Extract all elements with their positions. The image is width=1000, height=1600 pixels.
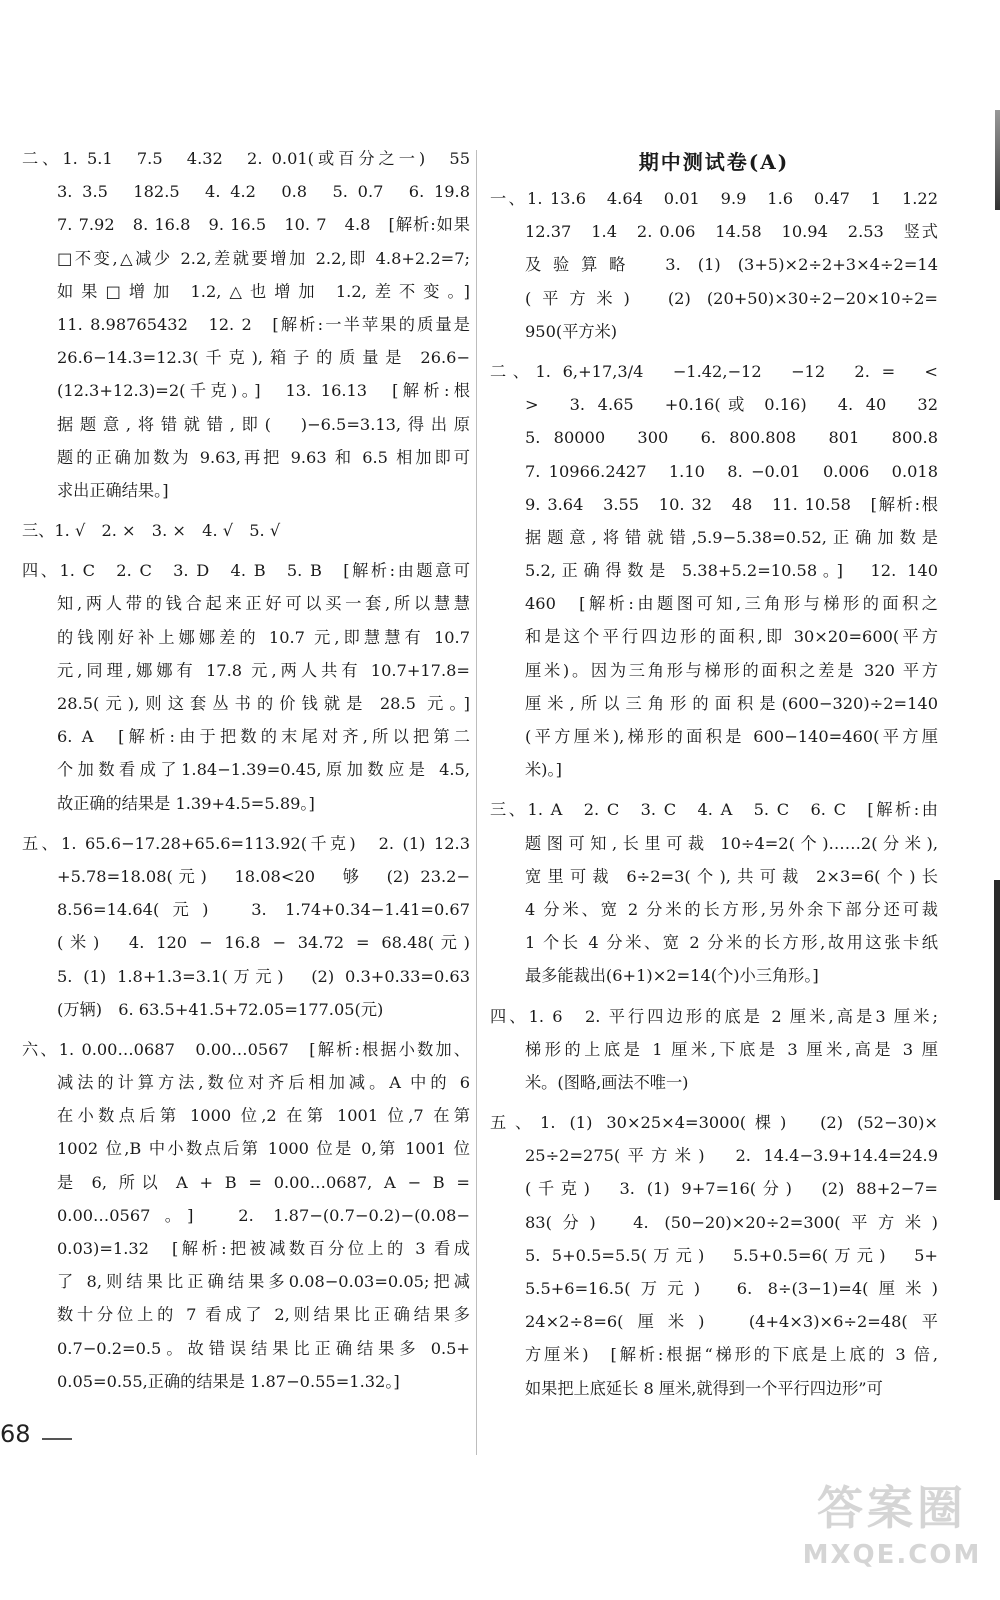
answer-line: 460 [解析:由题图可知,三角形与梯形的面积之 — [525, 594, 938, 614]
answer-line: (平方厘米),梯形的面积是 600−140=460(平方厘 — [525, 727, 938, 746]
answer-line: 25÷2=275(平方米) 2. 14.4−3.9+14.4=24.9 — [525, 1146, 938, 1166]
answer-line: 950(平方米) — [525, 321, 618, 341]
answer-line: 的钱刚好补上娜娜差的 10.7 元,即慧慧有 10.7 — [57, 627, 470, 647]
answer-line: 二、1. 5.1 7.5 4.32 2. 0.01(或百分之一) 55 — [22, 149, 470, 168]
answer-section-l-sec5 — [22, 827, 470, 1026]
answer-line: 三、1. √ 2. × 3. × 4. √ 5. √ — [22, 521, 281, 541]
answer-line: 及验算略 3. (1) (3+5)×2÷2+3×4÷2=14 — [525, 255, 938, 275]
watermark-logo — [792, 1478, 992, 1588]
answer-line: 7. 10966.2427 1.10 8. −0.01 0.006 0.018 — [525, 461, 938, 481]
answer-line: (平方米) (2) (20+50)×30÷2−20×10÷2= — [525, 288, 938, 308]
answer-section-l-sec6 — [22, 1033, 470, 1398]
answer-line: 方厘米) [解析:根据“梯形的下底是上底的 3 倍, — [525, 1345, 938, 1365]
answer-line: 五、1. (1) 30×25×4=3000(棵) (2) (52−30)× — [490, 1113, 938, 1133]
answer-line: 厘米,所以三角形的面积是(600−320)÷2=140 — [525, 693, 938, 713]
answer-line: 如果□增加 1.2,△也增加 1.2,差不变。] — [57, 281, 470, 301]
answer-line: 了 8,则结果比正确结果多0.08−0.03=0.05;把减 — [57, 1272, 470, 1292]
page-number: 68 — [0, 1420, 31, 1448]
column-divider — [476, 150, 477, 1455]
answer-line: 厘米)。因为三角形与梯形的面积之差是 320 平方 — [525, 660, 938, 680]
answer-section-l-sec3 — [22, 514, 470, 547]
answer-line: 是 6, 所以 A + B = 0.00…0687, A − B = — [57, 1172, 470, 1192]
answer-line: 元,同理,娜娜有 17.8 元,两人共有 10.7+17.8= — [57, 660, 470, 680]
answer-line: 1 个长 4 分米、宽 2 分米的长方形,故用这张卡纸 — [525, 933, 938, 953]
answer-line: 减法的计算方法,数位对齐后相加减。A 中的 6 — [57, 1073, 470, 1093]
answer-line: 题图可知,长里可裁 10÷4=2(个)……2(分米), — [525, 833, 938, 853]
answer-line: 一、1. 13.6 4.64 0.01 9.9 1.6 0.47 1 1.22 — [490, 189, 938, 208]
answer-line: 米。(图略,画法不唯一) — [525, 1072, 689, 1092]
answer-line: 26.6−14.3=12.3(千克),箱子的质量是 26.6− — [57, 348, 470, 368]
answer-line: 5.5+6=16.5(万元) 6. 8÷(3−1)=4(厘米) — [525, 1279, 938, 1298]
answer-line: 和是这个平行四边形的面积,即 30×20=600(平方 — [525, 627, 938, 647]
answer-line: □不变,△减少 2.2,差就要增加 2.2,即 4.8+2.2=7; — [57, 248, 470, 268]
answer-line: 五、1. 65.6−17.28+65.6=113.92(千克) 2. (1) 12.3 — [22, 833, 470, 853]
answer-line: 三、1. A 2. C 3. C 4. A 5. C 6. C [解析:由 — [490, 800, 938, 820]
answer-line: 如果把上底延长 8 厘米,就得到一个平行四边形”可 — [525, 1378, 883, 1398]
left-column — [22, 142, 470, 1405]
page-title: 期中测试卷(A) — [638, 150, 790, 174]
answer-line: 宽里可裁 6÷2=3(个),共可裁 2×3=6(个)长 — [525, 866, 938, 886]
answer-section-l-sec2 — [22, 142, 470, 507]
answer-line: (千克) 3. (1) 9+7=16(分) (2) 88+2−7= — [525, 1179, 938, 1199]
answer-line: 0.7−0.2=0.5。故错误结果比正确结果多 0.5+ — [57, 1338, 470, 1358]
answer-line: 在小数点后第 1000 位,2 在第 1001 位,7 在第 — [57, 1106, 470, 1126]
answer-section-r-sec2 — [490, 355, 938, 786]
answer-line: 数十分位上的 7 看成了 2,则结果比正确结果多 — [57, 1305, 470, 1325]
answer-line: (12.3+12.3)=2(千克)。] 13. 16.13 [解析:根 — [57, 381, 470, 401]
answer-line: 83(分) 4. (50−20)×20÷2=300(平方米) — [525, 1212, 938, 1232]
answer-line: 个加数看成了1.84−1.39=0.45,原加数应是 4.5, — [57, 760, 470, 780]
answer-line: (万辆) 6. 63.5+41.5+72.05=177.05(元) — [57, 999, 384, 1019]
answer-line: 知,两人带的钱合起来正好可以买一套,所以慧慧 — [57, 594, 470, 614]
answer-section-r-sec4 — [490, 1000, 938, 1100]
right-column — [490, 142, 938, 1412]
answer-line: 四、1. 6 2. 平行四边形的底是 2 厘米,高是3 厘米; — [490, 1006, 938, 1026]
answer-line: 据题意,将错就错,5.9−5.38=0.52,正确加数是 — [525, 527, 938, 547]
answer-section-r-sec1 — [490, 182, 938, 348]
answer-line: (米) 4. 120 − 16.8 − 34.72 = 68.48(元) — [57, 933, 470, 953]
answer-line: 0.05=0.55,正确的结果是 1.87−0.55=1.32。] — [57, 1371, 400, 1391]
answer-line: 6. A [解析:由于把数的末尾对齐,所以把第二 — [57, 727, 470, 747]
answer-line: 5.2,正确得数是 5.38+5.2=10.58。] 12. 140 — [525, 561, 938, 581]
answer-section-l-sec4 — [22, 554, 470, 820]
answer-line: 24×2÷8=6(厘米) (4+4×3)×6÷2=48(平 — [525, 1312, 938, 1332]
answer-section-r-sec3 — [490, 793, 938, 992]
answer-line: 故正确的结果是 1.39+4.5=5.89。] — [57, 793, 315, 813]
answer-section-r-sec5 — [490, 1106, 938, 1405]
answer-line: 最多能裁出(6+1)×2=14(个)小三角形。] — [525, 966, 819, 986]
answer-line: 3. 3.5 182.5 4. 4.2 0.8 5. 0.7 6. 19.8 — [57, 182, 470, 202]
page-number-dash — [42, 1438, 72, 1440]
answer-line: 12.37 1.4 2. 0.06 14.58 10.94 2.53 竖式 — [525, 222, 938, 242]
answer-line: 11. 8.98765432 12. 2 [解析:一半苹果的质量是 — [57, 314, 470, 334]
answer-line: +5.78=18.08(元) 18.08<20 够 (2) 23.2− — [57, 866, 470, 886]
answer-line: > 3. 4.65 +0.16(或 0.16) 4. 40 32 — [525, 395, 938, 415]
answer-line: 9. 3.64 3.55 10. 32 48 11. 10.58 [解析:根 — [525, 494, 938, 514]
answer-line: 米)。] — [525, 760, 562, 780]
answer-line: 5. (1) 1.8+1.3=3.1(万元) (2) 0.3+0.33=0.63 — [57, 966, 470, 986]
answer-line: 四、1. C 2. C 3. D 4. B 5. B [解析:由题意可 — [22, 561, 470, 581]
answer-line: 0.00…0567。] 2. 1.87−(0.7−0.2)−(0.08− — [57, 1205, 470, 1225]
answer-line: 4 分米、宽 2 分米的长方形,另外余下部分还可裁 — [525, 899, 938, 919]
answer-line: 5. 5+0.5=5.5(万元) 5.5+0.5=6(万元) 5+ — [525, 1245, 938, 1265]
answer-line: 梯形的上底是 1 厘米,下底是 3 厘米,高是 3 厘 — [525, 1039, 938, 1059]
answer-line: 8.56=14.64(元) 3. 1.74+0.34−1.41=0.67 — [57, 900, 470, 920]
answer-line: 7. 7.92 8. 16.8 9. 16.5 10. 7 4.8 [解析:如果 — [57, 215, 470, 235]
answer-line: 求出正确结果。] — [57, 480, 169, 500]
answer-line: 0.03)=1.32 [解析:把被减数百分位上的 3 看成 — [57, 1239, 470, 1258]
answer-line: 5. 80000 300 6. 800.808 801 800.8 — [525, 428, 938, 448]
answer-line: 二、1. 6,+17,3/4 −1.42,−12 −12 2. = < — [490, 361, 938, 381]
answer-line: 六、1. 0.00…0687 0.00…0567 [解析:根据小数加、 — [22, 1039, 470, 1059]
answer-line: 1002 位,B 中小数点后第 1000 位是 0,第 1001 位 — [57, 1139, 470, 1159]
watermark-logo-text: 答案圈 — [817, 1481, 967, 1535]
page-edge-tab — [994, 880, 1000, 1200]
answer-line: 题的正确加数为 9.63,再把 9.63 和 6.5 相加即可 — [57, 447, 470, 467]
watermark-logo-url: MXQE.COM — [802, 1540, 982, 1570]
page-edge-shadow — [995, 110, 1000, 210]
answer-line: 据题意,将错就错,即( )−6.5=3.13,得出原 — [57, 414, 470, 434]
answer-line: 28.5(元),则这套丛书的价钱就是 28.5 元。] — [57, 694, 470, 713]
